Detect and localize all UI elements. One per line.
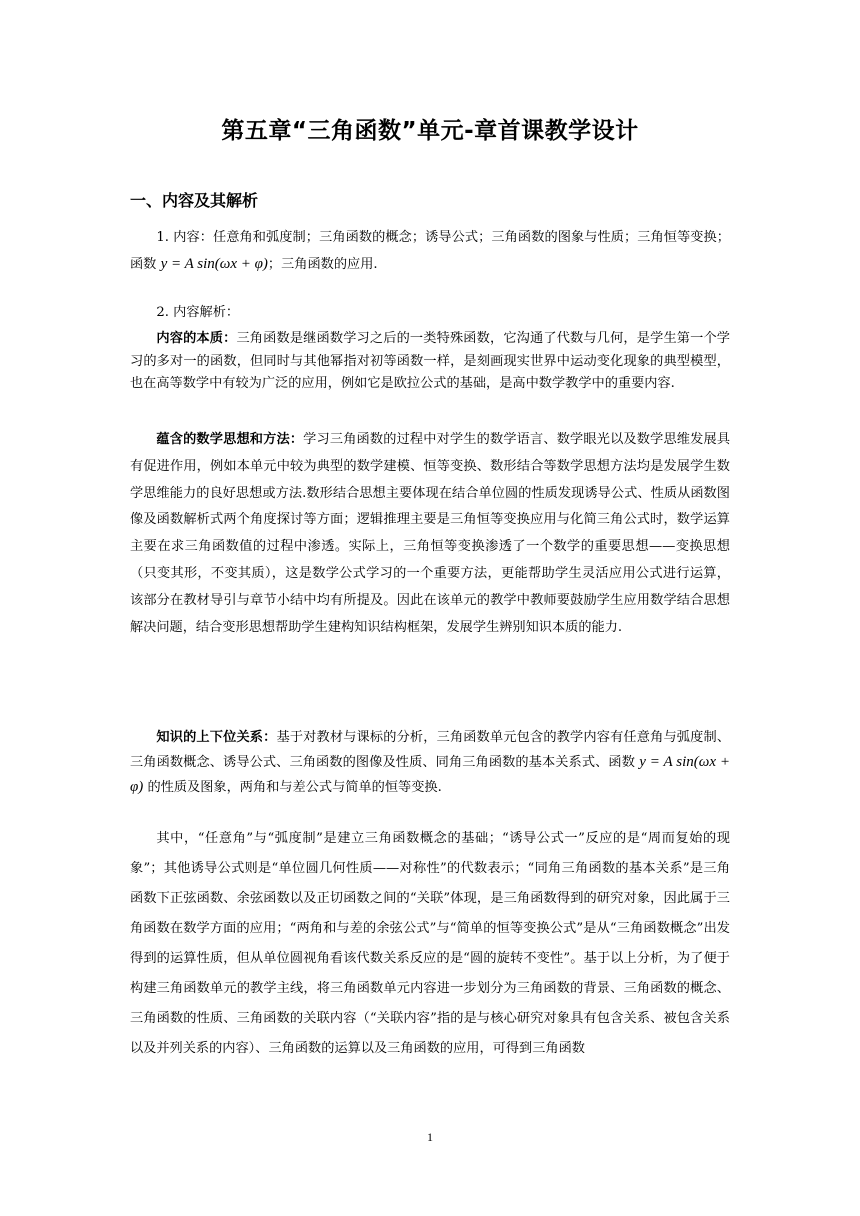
formula-y-asin: y = A sin(ωx + φ) (160, 256, 268, 272)
formula-y-asin-2: y = A sin(ωx + φ) (130, 754, 730, 795)
essence-paragraph (130, 328, 730, 396)
section-heading: 一、内容及其解析 (130, 191, 259, 210)
last-paragraph: 其中，“任意角”与“弧度制”是建立三角函数概念的基础；“诱导公式一”反应的是“周而复始的现象”；其他诱导公式则是“单位圆几何性质——对称性”的代数表示；“同角三角函数的基本关系”是三角函数下正弦函数、余弦函数以及正切函数之间的“关联”体现，是三角函数得到的研究对象，因此属于三角函数在数学方面的应用；“两角和与差的余弦公式”与“简单的恒等变换公式”是从“三角函数概念”出发得到的运算性质，但从单位圆视角看该代数关系反应的是“圆的旋转不变性”。基于以上分析，为了便于构建三角函数单元的教学主线，将三角函数单元内容进一步划分为三角函数的背景、三角函数的概念、三角函数的性质、三角函数的关联内容（“关联内容”指的是与核心研究对象具有包含关系、被包含关系以及并列关系的内容）、三角函数的运算以及三角函数的应用，可得到三角函数 (130, 831, 730, 1056)
thinking-paragraph (130, 427, 730, 641)
analysis-label: 2. 内容解析： (156, 305, 240, 320)
relation-paragraph (130, 725, 730, 800)
content-line-b-pre: 恒等变换；函数 (130, 230, 730, 272)
thinking-text: 学习三角函数的过程中对学生的数学语言、数学眼光以及数学思维发展具有促进作用，例如本单元中较为典型的数学建模、恒等变换、数形结合等数学思想方法均是发展学生数学思维能力的良好思想或方法.数形结合思想主要体现在结合单位圆的性质发现诱导公式、性质从函数图像及函数解析式两个角度探讨等方面；逻辑推理主要是三角恒等变换应用与化简三角公式时，数学运算主要在求三角函数值的过程中渗透。实际上，三角恒等变换渗透了一个数学的重要思想——变换思想（只变其形，不变其质），这是数学公式学习的一个重要方法，更能帮助学生灵活应用公式进行运算，该部分在教材导引与章节小结中均有所提及。因此在该单元的教学中教师要鼓励学生应用数学结合思想解决问题，结合变形思想帮助学生建构知识结构框架，发展学生辨别知识本质的能力. (130, 432, 731, 635)
relation-label: 知识的上下位关系： (156, 730, 277, 745)
content-paragraph (130, 225, 730, 278)
thinking-label: 蕴含的数学思想和方法： (156, 432, 304, 447)
essence-label: 内容的本质： (156, 331, 237, 346)
content-line-b-post: ；三角函数的应用. (267, 257, 378, 272)
document-title: 第五章“三角函数”单元-章首课教学设计 (221, 118, 639, 144)
page-number: 1 (427, 1130, 433, 1144)
content-line-a: 1. 内容：任意角和弧度制；三角函数的概念；诱导公式；三角函数的图象与性质；三角 (156, 230, 664, 245)
relation-text-pre: 基于对教材与课标的分析，三角函数单元包含的教学内容有任意角与弧度制、三角函数概念、诱导公式、三角函数的图像及性质、同角三角函数的基本关系式、函数 (130, 730, 731, 770)
essence-text: 三角函数是继函数学习之后的一类特殊函数，它沟通了代数与几何，是学生第一个学习的多对一的函数，但同时与其他幂指对初等函数一样，是刻画现实世界中运动变化现象的典型模型，也在高等数学中有较为广泛的应用，例如它是欧拉公式的基础，是高中数学教学中的重要内容. (130, 331, 730, 391)
relation-text-post: 的性质及图象，两角和与差公式与简单的恒等变换. (143, 780, 442, 795)
